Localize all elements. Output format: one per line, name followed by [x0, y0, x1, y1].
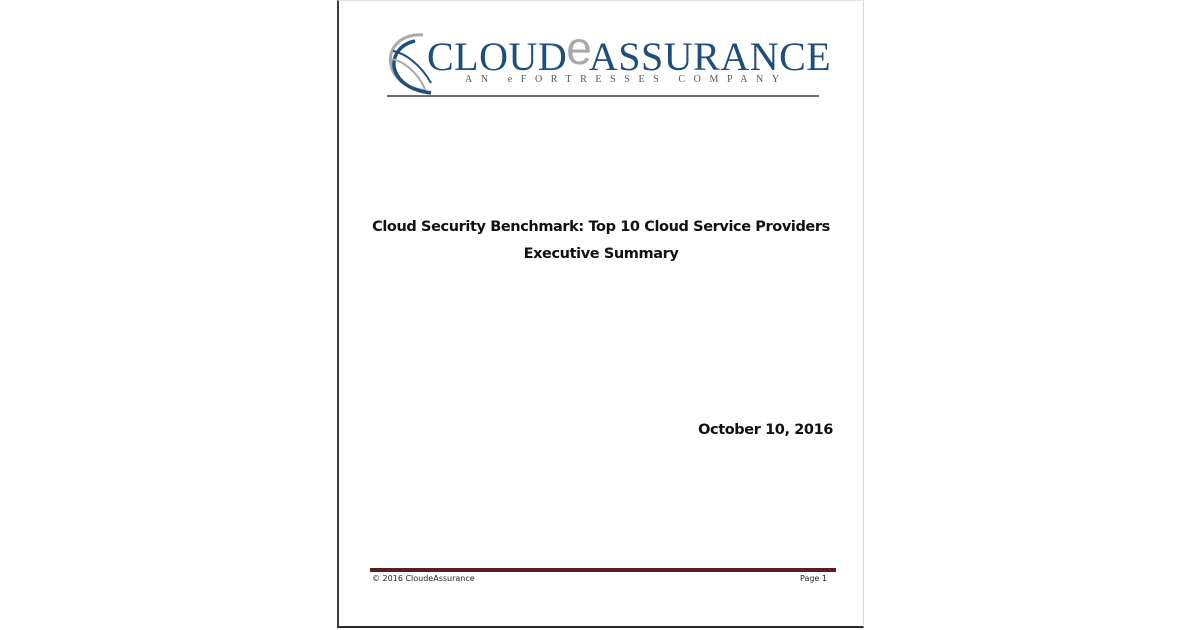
document-page: [337, 0, 864, 628]
logo-word-assurance: ASSURANCE: [588, 34, 832, 79]
logo-word-cloud: CLOUD: [427, 34, 568, 79]
company-logo: [385, 22, 832, 101]
logo-wordmark: [427, 22, 832, 80]
document-date: October 10, 2016: [698, 422, 833, 438]
document-title: Cloud Security Benchmark: Top 10 Cloud Service Providers: [372, 219, 830, 235]
logo-word-e: e: [566, 22, 590, 74]
footer-copyright: © 2016 CloudeAssurance: [372, 574, 475, 583]
footer-page-number: Page 1: [800, 574, 827, 583]
logo-tagline: AN eFORTRESSES COMPANY: [465, 74, 788, 85]
logo-divider: [387, 95, 819, 97]
document-subtitle: Executive Summary: [523, 246, 679, 262]
footer-divider: [370, 568, 836, 572]
